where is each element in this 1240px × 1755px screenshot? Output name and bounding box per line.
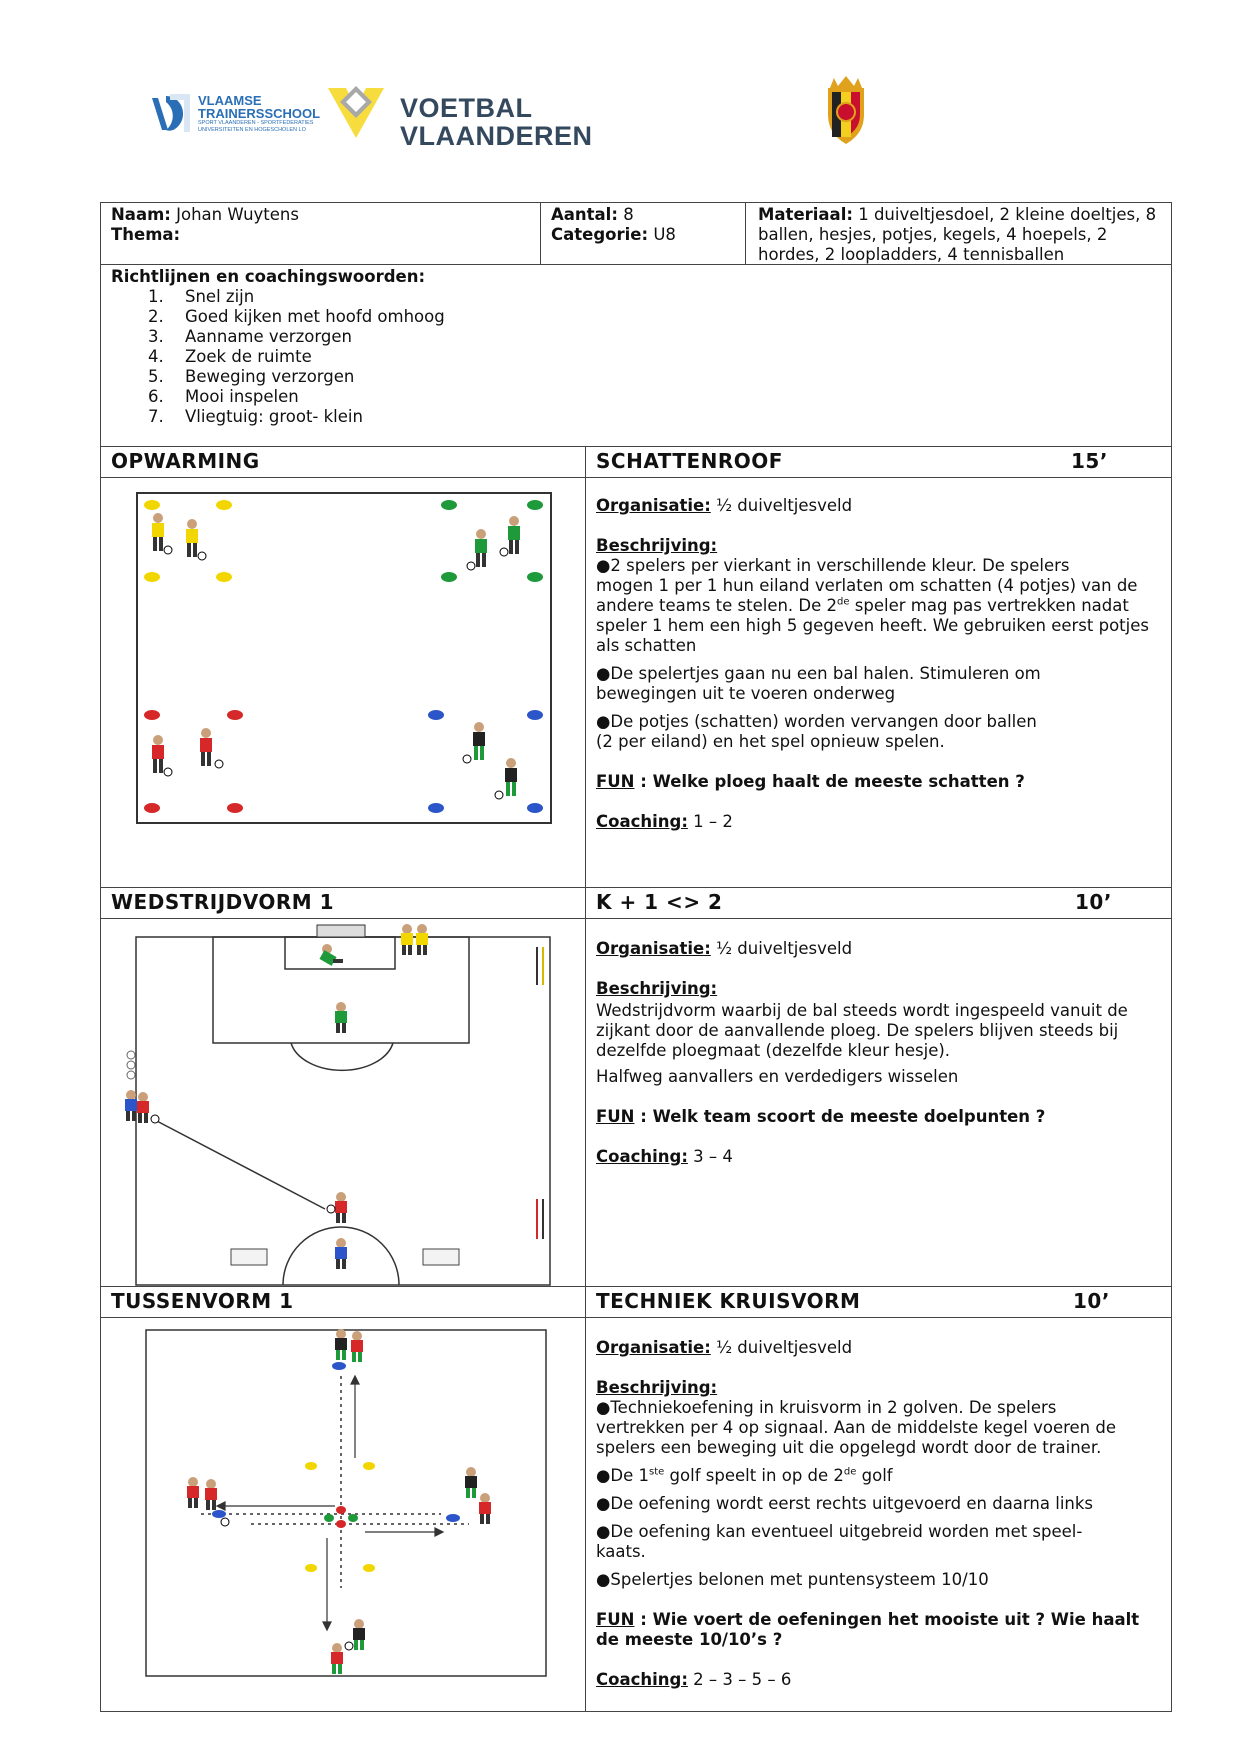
section-1-header bbox=[101, 447, 1171, 478]
list-item bbox=[111, 307, 1161, 327]
fun-text: de meeste 10/10’s ? bbox=[596, 1630, 783, 1649]
list-item bbox=[111, 407, 1161, 427]
desc-text: De spelertjes gaan nu een bal halen. Stimuleren om bbox=[610, 664, 1041, 683]
bullet: ● bbox=[596, 1398, 611, 1417]
list-item-text: Goed kijken met hoofd omhoog bbox=[185, 307, 445, 326]
section-2-diagram-cell bbox=[101, 919, 585, 1286]
section-2-body bbox=[101, 919, 1171, 1287]
desc-text: Halfweg aanvallers en verdedigers wisselen bbox=[596, 1067, 959, 1086]
hurdle-icons bbox=[537, 947, 543, 1239]
desc-text: Techniekoefening in kruisvorm in 2 golven. De spelers bbox=[610, 1398, 1057, 1417]
vts-line-3: SPORT VLAANDEREN - SPORTFEDERATIES bbox=[198, 120, 314, 126]
side-players bbox=[125, 1090, 159, 1123]
desc-text: De oefening wordt eerst rechts uitgevoerd en daarna links bbox=[610, 1494, 1094, 1513]
guidelines-row bbox=[101, 265, 1171, 447]
section-2-text-cell bbox=[585, 919, 1171, 1286]
fun-text: : Welke ploeg haalt de meeste schatten ? bbox=[640, 772, 1025, 791]
section-1-body bbox=[101, 478, 1171, 888]
logo-group bbox=[148, 80, 593, 160]
bullet: ● bbox=[596, 1494, 611, 1513]
section-3-time: 10’ bbox=[1073, 1289, 1110, 1313]
list-item-num: 6. bbox=[148, 387, 164, 406]
list-item-text: Beweging verzorgen bbox=[185, 367, 355, 386]
green-player bbox=[335, 1002, 347, 1033]
aantal-cell bbox=[540, 203, 745, 264]
desc-text: andere teams te stelen. De 2 bbox=[596, 596, 838, 615]
guidelines-title: Richtlijnen en coachingswoorden: bbox=[111, 267, 426, 286]
guidelines-list bbox=[111, 287, 1161, 427]
list-item-text: Snel zijn bbox=[185, 287, 255, 306]
desc-text: kaats. bbox=[596, 1542, 646, 1561]
desc-text: (2 per eiland) en het spel opnieuw spelen. bbox=[596, 732, 945, 751]
desc-text: bewegingen uit te voeren onderweg bbox=[596, 684, 896, 703]
list-item bbox=[111, 327, 1161, 347]
categorie-label: Categorie: bbox=[551, 225, 649, 244]
bottom-players bbox=[331, 1619, 365, 1674]
fun-label: FUN bbox=[596, 1610, 635, 1629]
desc-text: als schatten bbox=[596, 636, 697, 655]
section-1-description bbox=[596, 496, 1161, 832]
dotted-paths bbox=[201, 1376, 469, 1588]
desc-label: Beschrijving: bbox=[596, 536, 718, 555]
field-outline bbox=[136, 937, 550, 1285]
pass-arrow bbox=[153, 1119, 325, 1209]
desc-text: 2 spelers per vierkant in verschillende kleur. De spelers bbox=[610, 556, 1070, 575]
coaching-label: Coaching: bbox=[596, 812, 688, 831]
thema-label: Thema: bbox=[111, 225, 181, 244]
fun-text: : Welk team scoort de meeste doelpunten ? bbox=[640, 1107, 1046, 1126]
org-label: Organisatie: bbox=[596, 496, 711, 515]
superscript: ste bbox=[649, 1466, 665, 1478]
list-item-text: Aanname verzorgen bbox=[185, 327, 352, 346]
materiaal-label: Materiaal: bbox=[758, 205, 853, 224]
goal-area bbox=[285, 937, 395, 969]
materiaal-cell bbox=[745, 203, 1171, 264]
coaching-value: 3 – 4 bbox=[693, 1147, 733, 1166]
coaching-value: 2 – 3 – 5 – 6 bbox=[693, 1670, 792, 1689]
section-1-diagram-cell bbox=[101, 478, 585, 887]
voetbal-vlaanderen-logo-icon bbox=[324, 82, 388, 144]
section-3-diagram-cell bbox=[101, 1318, 585, 1711]
center-players bbox=[327, 1192, 347, 1269]
coaching-value: 1 – 2 bbox=[693, 812, 733, 831]
section-3-header bbox=[101, 1287, 1171, 1318]
schattenroof-field-diagram bbox=[101, 478, 585, 888]
bullet: ● bbox=[596, 1466, 611, 1485]
fun-label: FUN bbox=[596, 772, 635, 791]
desc-label: Beschrijving: bbox=[596, 979, 718, 998]
org-value: ½ duiveltjesveld bbox=[716, 496, 853, 515]
section-3-body bbox=[101, 1318, 1171, 1711]
bullet: ● bbox=[596, 1522, 611, 1541]
vts-line-4: UNIVERSITEITEN EN HOGESCHOLEN LO bbox=[198, 127, 306, 133]
kruisvorm-field-diagram bbox=[101, 1318, 585, 1711]
list-item-text: Vliegtuig: groot- klein bbox=[185, 407, 363, 426]
org-value: ½ duiveltjesveld bbox=[716, 939, 853, 958]
list-item bbox=[111, 347, 1161, 367]
desc-text: speler 1 hem een high 5 gegeven heeft. We gebruiken eerst potjes bbox=[596, 616, 1149, 635]
aantal-value: 8 bbox=[623, 205, 634, 224]
org-label: Organisatie: bbox=[596, 939, 711, 958]
desc-text: vertrekken per 4 op signaal. Aan de middelste kegel voeren de bbox=[596, 1418, 1116, 1437]
vts-logo-text bbox=[198, 94, 320, 134]
arrows bbox=[217, 1376, 443, 1630]
goal-icon bbox=[317, 925, 365, 937]
superscript: de bbox=[837, 596, 850, 608]
training-sheet bbox=[100, 202, 1172, 1712]
section-2-name: K + 1 <> 2 bbox=[585, 888, 1005, 918]
list-item-num: 4. bbox=[148, 347, 164, 366]
bullet: ● bbox=[596, 712, 611, 731]
vts-logo-icon bbox=[148, 90, 194, 134]
wedstrijdvorm-field-diagram bbox=[101, 919, 585, 1287]
section-2-type: WEDSTRIJDVORM 1 bbox=[111, 890, 335, 914]
materiaal-line-2: ballen, hesjes, potjes, kegels, 4 hoepels, 2 bbox=[758, 225, 1108, 244]
guidelines-cell bbox=[111, 265, 1161, 446]
section-1-time: 15’ bbox=[1071, 449, 1108, 473]
right-players bbox=[465, 1467, 491, 1524]
aantal-label: Aantal: bbox=[551, 205, 618, 224]
desc-text: De oefening kan eventueel uitgebreid worden met speel- bbox=[610, 1522, 1083, 1541]
fun-text: : Wie voert de oefeningen het mooiste uit ? Wie haalt bbox=[640, 1610, 1140, 1629]
penalty-area bbox=[213, 937, 469, 1043]
yellow-cones bbox=[305, 1462, 375, 1572]
desc-text: De potjes (schatten) worden vervangen door ballen bbox=[610, 712, 1037, 731]
naam-value: Johan Wuytens bbox=[176, 205, 299, 224]
left-players bbox=[187, 1477, 229, 1526]
coaching-label: Coaching: bbox=[596, 1670, 688, 1689]
section-1-type: OPWARMING bbox=[111, 449, 260, 473]
voetbal-vlaanderen-text bbox=[400, 94, 593, 150]
section-2-time: 10’ bbox=[1075, 890, 1112, 914]
section-3-text-cell bbox=[585, 1318, 1171, 1711]
list-item-text: Zoek de ruimte bbox=[185, 347, 312, 366]
top-players bbox=[335, 1329, 363, 1362]
vv-line-1: VOETBAL bbox=[400, 93, 533, 123]
desc-text: golf speelt in op de 2 bbox=[664, 1466, 844, 1485]
blue-markers bbox=[212, 1362, 460, 1522]
desc-text: dezelfde ploegmaat (dezelfde kleur hesje). bbox=[596, 1041, 951, 1060]
list-item bbox=[111, 387, 1161, 407]
penalty-arc bbox=[291, 1043, 393, 1070]
section-2-header bbox=[101, 888, 1171, 919]
desc-text: speler mag pas vertrekken nadat bbox=[849, 596, 1129, 615]
belgian-fa-crest-icon bbox=[818, 74, 874, 146]
naam-cell bbox=[111, 203, 541, 264]
section-1-text-cell bbox=[585, 478, 1171, 887]
vts-line-2: TRAINERSSCHOOL bbox=[198, 106, 321, 121]
desc-text: Wedstrijdvorm waarbij de bal steeds wordt ingespeeld vanuit de bbox=[596, 1001, 1128, 1020]
desc-label: Beschrijving: bbox=[596, 1378, 718, 1397]
desc-text: golf bbox=[856, 1466, 893, 1485]
desc-text: zijkant door de aanvallende ploeg. De spelers blijven steeds bij bbox=[596, 1021, 1119, 1040]
categorie-value: U8 bbox=[653, 225, 676, 244]
vv-line-2: VLAANDEREN bbox=[400, 121, 593, 151]
list-item-num: 3. bbox=[148, 327, 164, 346]
desc-text: Spelertjes belonen met puntensysteem 10/10 bbox=[610, 1570, 989, 1589]
materiaal-line-1: 1 duiveltjesdoel, 2 kleine doeltjes, 8 bbox=[858, 205, 1157, 224]
header-row bbox=[101, 203, 1171, 265]
naam-label: Naam: bbox=[111, 205, 171, 224]
section-3-description bbox=[596, 1338, 1161, 1690]
coaching-label: Coaching: bbox=[596, 1147, 688, 1166]
bullet: ● bbox=[596, 1570, 611, 1589]
superscript: de bbox=[843, 1466, 857, 1478]
bullet: ● bbox=[596, 556, 611, 575]
list-item-num: 5. bbox=[148, 367, 164, 386]
list-item-num: 1. bbox=[148, 287, 164, 306]
list-item bbox=[111, 367, 1161, 387]
fun-label: FUN bbox=[596, 1107, 635, 1126]
desc-text: spelers een beweging uit die opgelegd wordt door de trainer. bbox=[596, 1438, 1102, 1457]
org-value: ½ duiveltjesveld bbox=[716, 1338, 853, 1357]
desc-text: De 1 bbox=[610, 1466, 650, 1485]
field-outline bbox=[137, 493, 551, 823]
yellow-players bbox=[401, 924, 428, 955]
list-item-num: 2. bbox=[148, 307, 164, 326]
goalkeeper bbox=[319, 944, 343, 966]
section-2-description bbox=[596, 939, 1161, 1167]
list-item bbox=[111, 287, 1161, 307]
list-item-text: Mooi inspelen bbox=[185, 387, 299, 406]
org-label: Organisatie: bbox=[596, 1338, 711, 1357]
list-item-num: 7. bbox=[148, 407, 164, 426]
section-3-type: TUSSENVORM 1 bbox=[111, 1289, 294, 1313]
section-3-name: TECHNIEK KRUISVORM bbox=[585, 1287, 1005, 1317]
section-1-name: SCHATTENROOF bbox=[585, 447, 1005, 477]
balls-stack bbox=[127, 1051, 135, 1079]
vts-line-1: VLAAMSE bbox=[198, 93, 262, 108]
bullet: ● bbox=[596, 664, 611, 683]
desc-text: mogen 1 per 1 hun eiland verlaten om schatten (4 potjes) van de bbox=[596, 576, 1138, 595]
materiaal-line-3: hordes, 2 loopladders, 4 tennisballen bbox=[758, 245, 1065, 264]
